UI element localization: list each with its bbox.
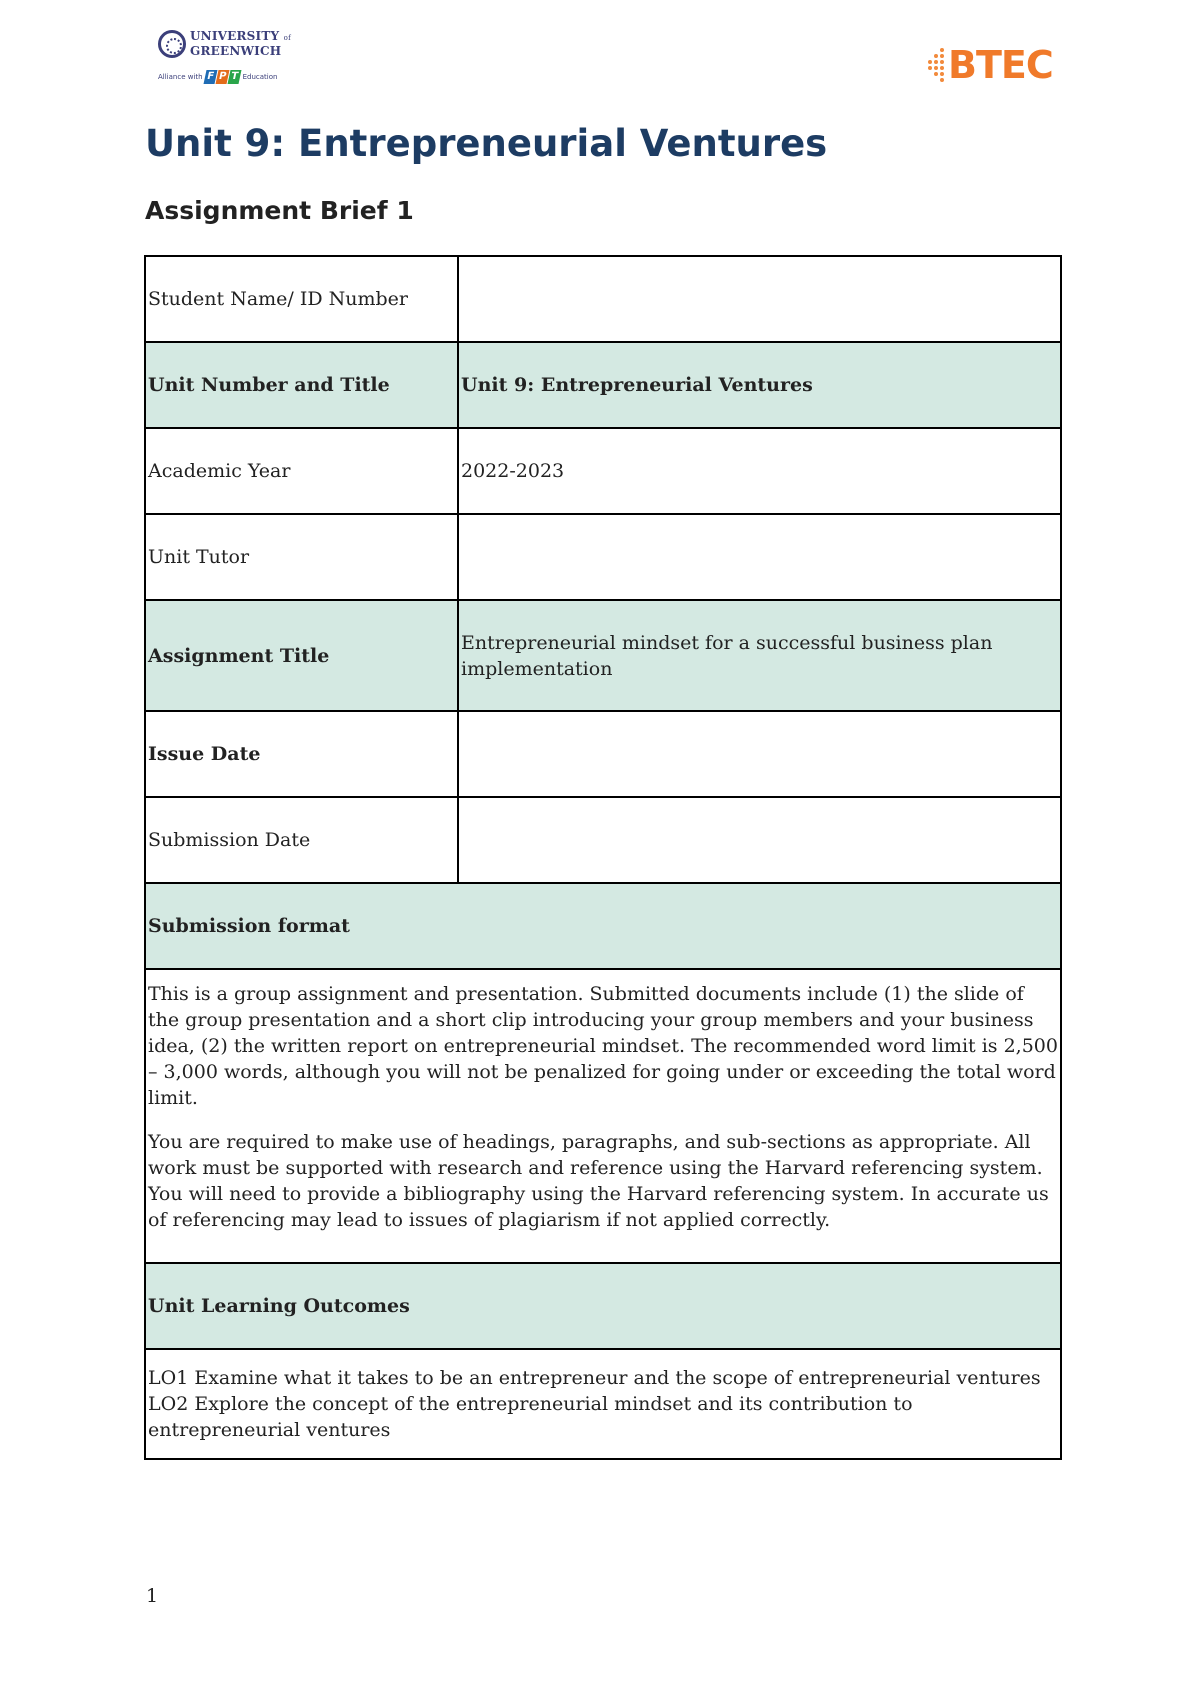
row-learning-outcomes-body bbox=[145, 1349, 1061, 1459]
submission-format-body bbox=[145, 969, 1061, 1263]
label-issue-date: Issue Date bbox=[145, 711, 458, 797]
value-student-name bbox=[458, 256, 1061, 342]
value-academic-year: 2022-2023 bbox=[458, 428, 1061, 514]
label-unit-number-title: Unit Number and Title bbox=[145, 342, 458, 428]
learning-outcome-item: LO1 Examine what it takes to be an entrepreneur and the scope of entrepreneurial ventures bbox=[148, 1367, 1041, 1389]
row-academic-year bbox=[145, 428, 1061, 514]
page-title: Unit 9: Entrepreneurial Ventures bbox=[145, 122, 828, 165]
university-seal-icon bbox=[158, 30, 186, 58]
row-unit-number-title bbox=[145, 342, 1061, 428]
university-of-greenwich-logo bbox=[158, 30, 298, 102]
value-unit-tutor bbox=[458, 514, 1061, 600]
btec-logo bbox=[926, 40, 1066, 90]
fpt-letter-t: T bbox=[227, 70, 241, 84]
label-academic-year: Academic Year bbox=[145, 428, 458, 514]
btec-dots-icon bbox=[926, 46, 948, 84]
row-issue-date bbox=[145, 711, 1061, 797]
label-assignment-title: Assignment Title bbox=[145, 600, 458, 711]
fpt-letter-p: P bbox=[215, 70, 229, 84]
learning-outcomes-heading: Unit Learning Outcomes bbox=[145, 1263, 1061, 1349]
value-unit-number-title: Unit 9: Entrepreneurial Ventures bbox=[458, 342, 1061, 428]
value-assignment-title: Entrepreneurial mindset for a successful business plan implementation bbox=[458, 600, 1061, 711]
btec-word: BTEC bbox=[948, 43, 1053, 87]
page-subtitle: Assignment Brief 1 bbox=[145, 196, 414, 225]
label-student-name: Student Name/ ID Number bbox=[145, 256, 458, 342]
university-of: of bbox=[283, 34, 291, 42]
submission-paragraph: You are required to make use of headings, paragraphs, and sub-sections as appropriate. All work must be supported with research and reference using the Harvard referencing system. You will need to provide a bibliography using the Harvard referencing system. In accurate us of referencing may lead to issues of plagiarism if not applied correctly. bbox=[148, 1131, 1049, 1231]
row-unit-tutor bbox=[145, 514, 1061, 600]
page-number: 1 bbox=[146, 1585, 159, 1607]
row-student-name bbox=[145, 256, 1061, 342]
university-word: UNIVERSITY bbox=[190, 29, 280, 43]
learning-outcomes-body bbox=[145, 1349, 1061, 1459]
fpt-letter-f: F bbox=[203, 70, 217, 84]
row-learning-outcomes-heading bbox=[145, 1263, 1061, 1349]
label-unit-tutor: Unit Tutor bbox=[145, 514, 458, 600]
alliance-prefix: Alliance with bbox=[158, 73, 203, 81]
value-issue-date bbox=[458, 711, 1061, 797]
submission-paragraph: This is a group assignment and presentation. Submitted documents include (1) the slide of the group presentation and a short clip introducing your group members and your business idea, (2) the written report on entrepreneurial mindset. The recommended word limit is 2,500 – 3,000 words, although you will not be penalized for going under or exceeding the total word limit. bbox=[148, 983, 1058, 1109]
assignment-brief-table bbox=[144, 255, 1062, 1460]
fpt-logo bbox=[205, 70, 241, 84]
row-assignment-title bbox=[145, 600, 1061, 711]
learning-outcome-item: LO2 Explore the concept of the entrepreneurial mindset and its contribution to entrepreneurial ventures bbox=[148, 1393, 913, 1441]
row-submission-format-body bbox=[145, 969, 1061, 1263]
alliance-suffix: Education bbox=[242, 73, 278, 81]
value-submission-date bbox=[458, 797, 1061, 883]
row-submission-format-heading bbox=[145, 883, 1061, 969]
fpt-alliance bbox=[158, 70, 298, 84]
label-submission-date: Submission Date bbox=[145, 797, 458, 883]
row-submission-date bbox=[145, 797, 1061, 883]
greenwich-word: GREENWICH bbox=[190, 44, 282, 58]
submission-format-heading: Submission format bbox=[145, 883, 1061, 969]
